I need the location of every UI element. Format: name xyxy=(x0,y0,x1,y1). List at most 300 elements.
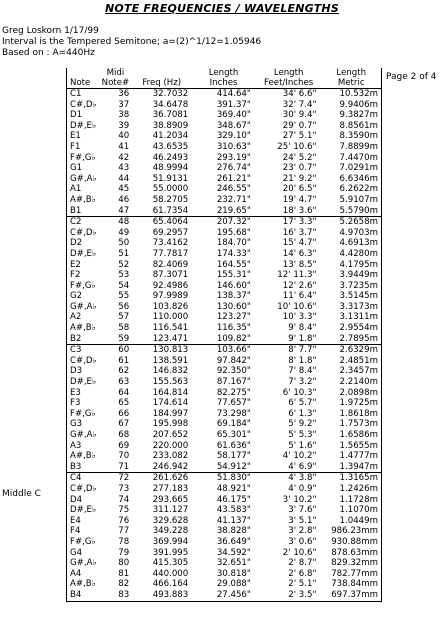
note-cell: E4 xyxy=(67,516,102,527)
note-cell: A3 xyxy=(67,441,102,452)
metric-cell: 4.9703m xyxy=(324,228,381,239)
header-feet-top: Length xyxy=(273,68,304,78)
feet-inches-cell: 6' 5.7" xyxy=(288,398,317,409)
table-row xyxy=(67,163,382,174)
table-row xyxy=(67,110,382,121)
inches-cell: 69.184" xyxy=(216,419,251,430)
note-cell: C#,D♭ xyxy=(67,100,102,111)
midi-cell: 50 xyxy=(118,238,130,249)
feet-inches-cell: 11' 6.4" xyxy=(282,291,317,302)
note-cell: F3 xyxy=(67,398,102,409)
frequency-table xyxy=(66,68,382,602)
inches-cell: 123.27" xyxy=(216,312,251,323)
feet-inches-cell: 34' 6.6" xyxy=(282,89,317,99)
table-row xyxy=(67,121,382,132)
note-cell: C1 xyxy=(67,89,102,100)
feet-inches-cell: 32' 7.4" xyxy=(282,99,317,110)
metric-cell: 1.5655m xyxy=(324,441,381,452)
header-freq-top xyxy=(135,68,196,78)
inches-cell: 29.088" xyxy=(216,579,251,590)
inches-cell: 36.649" xyxy=(216,536,251,547)
feet-inches-cell: 5' 1.6" xyxy=(288,440,317,451)
table-row xyxy=(67,334,382,345)
freq-cell: 116.541 xyxy=(152,323,189,334)
feet-inches-cell: 2' 6.8" xyxy=(288,568,317,579)
midi-cell: 44 xyxy=(118,173,130,184)
metric-cell: 986.23mm xyxy=(324,526,381,537)
freq-cell: 293.665 xyxy=(152,494,189,505)
metric-cell: 4.4280m xyxy=(324,249,381,260)
note-cell: D1 xyxy=(67,110,102,121)
table-row xyxy=(67,579,382,590)
metric-cell: 2.2140m xyxy=(324,377,381,388)
freq-cell: 440.000 xyxy=(152,568,189,579)
note-cell: G4 xyxy=(67,548,102,559)
feet-inches-cell: 23' 0.7" xyxy=(282,163,317,174)
midi-cell: 61 xyxy=(118,355,130,366)
feet-inches-cell: 21' 9.2" xyxy=(282,173,317,184)
midi-cell: 74 xyxy=(118,494,130,505)
header-row xyxy=(67,78,382,89)
inches-cell: 391.37" xyxy=(216,99,251,110)
midi-cell: 60 xyxy=(102,345,136,356)
freq-cell: 349.228 xyxy=(152,526,189,537)
table-row xyxy=(67,473,382,484)
table-row xyxy=(67,537,382,548)
header-inches: Inches xyxy=(196,78,261,89)
metric-cell: 1.0449m xyxy=(324,516,381,527)
inches-cell: 41.137" xyxy=(216,515,251,526)
table-row xyxy=(67,131,382,142)
midi-cell: 39 xyxy=(118,120,130,131)
note-cell: F#,G♭ xyxy=(67,537,102,548)
freq-cell: 220.000 xyxy=(152,440,189,451)
table-row xyxy=(67,548,382,559)
inches-cell: 82.275" xyxy=(216,387,251,398)
table-row xyxy=(67,184,382,195)
note-cell: C#,D♭ xyxy=(67,356,102,367)
metric-cell: 3.5145m xyxy=(324,291,381,302)
table-row xyxy=(67,195,382,206)
metric-cell: 2.3457m xyxy=(324,366,381,377)
midi-cell: 62 xyxy=(118,366,130,377)
note-cell: B3 xyxy=(67,462,102,473)
feet-inches-cell: 7' 3.2" xyxy=(288,377,317,388)
inches-cell: 246.55" xyxy=(216,184,251,195)
header-inches-top: Length xyxy=(208,68,239,78)
note-cell: D#,E♭ xyxy=(67,377,102,388)
metric-cell: 738.84mm xyxy=(324,579,381,590)
freq-cell: 58.2705 xyxy=(152,194,189,205)
midi-cell: 75 xyxy=(118,505,130,516)
note-cell: F#,G♭ xyxy=(67,409,102,420)
inches-cell: 43.583" xyxy=(216,505,251,516)
note-cell: D#,E♭ xyxy=(67,249,102,260)
freq-cell: 92.4986 xyxy=(152,280,189,291)
table-row xyxy=(67,430,382,441)
midi-cell: 81 xyxy=(118,568,130,579)
feet-inches-cell: 9' 1.8" xyxy=(288,333,317,344)
page-title: NOTE FREQUENCIES / WAVELENGTHS xyxy=(105,2,339,15)
note-cell: G2 xyxy=(67,291,102,302)
note-cell: G1 xyxy=(67,163,102,174)
note-cell: F#,G♭ xyxy=(67,281,102,292)
metric-cell: 697.37mm xyxy=(324,590,381,601)
midi-cell: 82 xyxy=(118,579,130,590)
freq-cell: 32.7032 xyxy=(152,89,189,99)
inches-cell: 138.37" xyxy=(216,291,251,302)
metric-cell: 1.7573m xyxy=(324,419,381,430)
feet-inches-cell: 4' 6.9" xyxy=(288,461,317,472)
table-row xyxy=(67,516,382,527)
freq-cell: 415.305 xyxy=(152,558,189,569)
freq-cell: 36.7081 xyxy=(152,110,189,121)
inches-cell: 58.177" xyxy=(216,451,251,462)
freq-cell: 233.082 xyxy=(152,451,189,462)
feet-inches-cell: 3' 7.6" xyxy=(288,505,317,516)
midi-cell: 65 xyxy=(118,398,130,409)
feet-inches-cell: 20' 6.5" xyxy=(282,184,317,195)
freq-cell: 41.2034 xyxy=(152,131,189,142)
feet-inches-cell: 10' 10.6" xyxy=(277,301,317,312)
freq-cell: 46.2493 xyxy=(152,152,189,163)
inches-cell: 27.456" xyxy=(196,590,261,601)
table-row xyxy=(67,228,382,239)
feet-inches-cell: 30' 9.4" xyxy=(282,110,317,121)
freq-cell: 466.164 xyxy=(152,579,189,590)
freq-cell: 97.9989 xyxy=(152,291,189,302)
midi-cell: 51 xyxy=(118,248,130,259)
feet-inches-cell: 12' 2.6" xyxy=(282,280,317,291)
midi-cell: 46 xyxy=(118,194,130,205)
feet-inches-cell: 4' 10.2" xyxy=(282,451,317,462)
note-cell: C#,D♭ xyxy=(67,484,102,495)
inches-cell: 87.167" xyxy=(216,377,251,388)
inches-cell: 164.55" xyxy=(216,259,251,270)
midi-cell: 70 xyxy=(118,451,130,462)
note-cell: G#,A♭ xyxy=(67,174,102,185)
feet-inches-cell: 24' 5.2" xyxy=(282,152,317,163)
table-row xyxy=(67,345,382,356)
note-cell: C2 xyxy=(67,217,102,228)
metric-cell: 2.9554m xyxy=(324,323,381,334)
table-row xyxy=(67,590,382,601)
feet-inches-cell: 2' 10.6" xyxy=(282,547,317,558)
inches-cell: 195.68" xyxy=(216,227,251,238)
metric-cell: 878.63mm xyxy=(324,548,381,559)
freq-cell: 195.998 xyxy=(152,419,189,430)
metric-cell: 3.1311m xyxy=(324,312,381,323)
inches-cell: 116.35" xyxy=(216,323,251,334)
metric-cell: 930.88mm xyxy=(324,537,381,548)
inches-cell: 54.912" xyxy=(216,461,251,472)
metric-cell: 5.2658m xyxy=(324,217,381,228)
feet-inches-cell: 2' 5.1" xyxy=(288,579,317,590)
feet-inches-cell: 3' 2.8" xyxy=(288,526,317,537)
inches-cell: 73.298" xyxy=(216,408,251,419)
freq-cell: 34.6478 xyxy=(152,99,189,110)
feet-inches-cell: 16' 3.7" xyxy=(282,227,317,238)
table-row xyxy=(67,419,382,430)
midi-cell: 80 xyxy=(118,558,130,569)
metric-cell: 8.8561m xyxy=(324,121,381,132)
note-cell: D#,E♭ xyxy=(67,121,102,132)
inches-cell: 369.40" xyxy=(216,110,251,121)
metric-cell: 2.4851m xyxy=(324,356,381,367)
metric-cell: 1.2426m xyxy=(324,484,381,495)
note-cell: A#,B♭ xyxy=(67,451,102,462)
metric-cell: 10.532m xyxy=(324,89,381,100)
metric-cell: 7.0291m xyxy=(324,163,381,174)
freq-cell: 261.626 xyxy=(135,473,196,484)
inches-cell: 109.82" xyxy=(216,333,251,344)
table-row xyxy=(67,238,382,249)
freq-cell: 65.4064 xyxy=(135,217,196,228)
feet-inches-cell: 13' 8.5" xyxy=(282,259,317,270)
freq-cell: 391.995 xyxy=(152,547,189,558)
note-cell: D2 xyxy=(67,238,102,249)
freq-cell: 82.4069 xyxy=(152,259,189,270)
freq-cell: 55.0000 xyxy=(152,184,189,195)
note-cell: D4 xyxy=(67,495,102,506)
midi-cell: 78 xyxy=(118,536,130,547)
note-cell: F1 xyxy=(67,142,102,153)
inches-cell: 207.32" xyxy=(196,217,261,228)
freq-cell: 77.7817 xyxy=(152,248,189,259)
metric-cell: 9.3827m xyxy=(324,110,381,121)
freq-cell: 73.4162 xyxy=(152,238,189,249)
inches-cell: 97.842" xyxy=(216,355,251,366)
midi-cell: 48 xyxy=(102,217,136,228)
metric-cell: 2.0898m xyxy=(324,388,381,399)
metric-cell: 6.2622m xyxy=(324,184,381,195)
inches-cell: 38.828" xyxy=(216,526,251,537)
midi-cell: 83 xyxy=(102,590,136,601)
feet-inches-cell: 27' 5.1" xyxy=(282,131,317,142)
inches-cell: 293.19" xyxy=(216,152,251,163)
feet-inches-cell: 6' 1.3" xyxy=(288,408,317,419)
table-row xyxy=(67,451,382,462)
note-cell: A4 xyxy=(67,569,102,580)
note-cell: A2 xyxy=(67,312,102,323)
midi-cell: 37 xyxy=(118,99,130,110)
header-note: Note xyxy=(67,78,102,89)
midi-cell: 55 xyxy=(118,291,130,302)
note-cell: G#,A♭ xyxy=(67,430,102,441)
middle-c-label: Middle C xyxy=(2,489,41,499)
metric-cell: 4.1795m xyxy=(324,260,381,271)
based-on-line: Based on : A=440Hz xyxy=(2,48,95,58)
metric-cell: 6.6346m xyxy=(324,174,381,185)
table-row xyxy=(67,153,382,164)
note-cell: G#,A♭ xyxy=(67,558,102,569)
table-row xyxy=(67,281,382,292)
inches-cell: 329.10" xyxy=(216,131,251,142)
feet-inches-cell: 4' 0.9" xyxy=(288,483,317,494)
inches-cell: 310.63" xyxy=(216,141,251,152)
metric-cell: 1.3165m xyxy=(324,473,381,484)
note-cell: D#,E♭ xyxy=(67,505,102,516)
metric-cell: 1.1728m xyxy=(324,495,381,506)
page-number: Page 2 of 4 xyxy=(386,72,437,82)
metric-cell: 5.9107m xyxy=(324,195,381,206)
note-cell: C4 xyxy=(67,473,102,484)
note-cell: A1 xyxy=(67,184,102,195)
midi-cell: 71 xyxy=(118,461,130,472)
midi-cell: 72 xyxy=(102,473,136,484)
freq-cell: 164.814 xyxy=(152,387,189,398)
feet-inches-cell: 8' 1.8" xyxy=(288,355,317,366)
metric-cell: 3.9449m xyxy=(324,270,381,281)
freq-cell: 146.832 xyxy=(152,366,189,377)
freq-cell: 311.127 xyxy=(152,505,189,516)
header-note-top xyxy=(67,68,102,78)
table-row xyxy=(67,398,382,409)
table-row xyxy=(67,569,382,580)
feet-inches-cell: 18' 3.6" xyxy=(282,205,317,216)
midi-cell: 38 xyxy=(118,110,130,121)
freq-cell: 48.9994 xyxy=(152,163,189,174)
freq-cell: 138.591 xyxy=(152,355,189,366)
metric-cell: 5.5790m xyxy=(324,206,381,217)
feet-inches-cell: 6' 10.3" xyxy=(282,387,317,398)
table-row xyxy=(67,441,382,452)
feet-inches-cell: 17' 3.3" xyxy=(261,217,325,228)
feet-inches-cell: 12' 11.3" xyxy=(277,270,317,281)
table-row xyxy=(67,100,382,111)
metric-cell: 782.77mm xyxy=(324,569,381,580)
freq-cell: 38.8909 xyxy=(152,120,189,131)
inches-cell: 48.921" xyxy=(216,483,251,494)
inches-cell: 232.71" xyxy=(216,194,251,205)
midi-cell: 47 xyxy=(118,205,130,216)
feet-inches-cell: 5' 5.3" xyxy=(288,430,317,440)
feet-inches-cell: 10' 3.3" xyxy=(282,312,317,323)
metric-cell: 3.7235m xyxy=(324,281,381,292)
midi-cell: 63 xyxy=(118,377,130,388)
inches-cell: 174.33" xyxy=(216,248,251,259)
midi-cell: 77 xyxy=(118,526,130,537)
table-row xyxy=(67,526,382,537)
inches-cell: 146.60" xyxy=(216,280,251,291)
note-cell: A#,B♭ xyxy=(67,195,102,206)
metric-cell: 1.9725m xyxy=(324,398,381,409)
table-row xyxy=(67,484,382,495)
metric-cell: 3.3173m xyxy=(324,302,381,313)
freq-cell: 43.6535 xyxy=(152,141,189,152)
note-cell: A#,B♭ xyxy=(67,579,102,590)
midi-cell: 68 xyxy=(118,430,130,440)
metric-cell: 1.8618m xyxy=(324,409,381,420)
header-freq: Freq (Hz) xyxy=(135,78,196,89)
freq-cell: 493.883 xyxy=(135,590,196,601)
freq-cell: 155.563 xyxy=(152,377,189,388)
feet-inches-cell: 14' 6.3" xyxy=(282,248,317,259)
table-row xyxy=(67,312,382,323)
header-metric-top: Length xyxy=(324,68,381,78)
table-row xyxy=(67,249,382,260)
midi-cell: 67 xyxy=(118,419,130,430)
midi-cell: 42 xyxy=(118,152,130,163)
inches-cell: 348.67" xyxy=(216,120,251,131)
freq-cell: 369.994 xyxy=(152,536,189,547)
note-cell: B2 xyxy=(67,334,102,345)
midi-cell: 69 xyxy=(118,440,130,451)
feet-inches-cell: 9' 8.4" xyxy=(288,323,317,334)
midi-cell: 43 xyxy=(118,163,130,174)
table-row xyxy=(67,206,382,217)
table-row xyxy=(67,89,382,100)
midi-cell: 79 xyxy=(118,547,130,558)
table-row xyxy=(67,505,382,516)
table-row xyxy=(67,388,382,399)
feet-inches-cell: 2' 3.5" xyxy=(261,590,325,601)
feet-inches-cell: 25' 10.6" xyxy=(277,141,317,152)
table-row xyxy=(67,174,382,185)
inches-cell: 30.818" xyxy=(216,568,251,579)
freq-cell: 329.628 xyxy=(152,515,189,526)
midi-cell: 56 xyxy=(118,301,130,312)
header-feet-inches: Feet/Inches xyxy=(261,78,325,89)
inches-cell: 261.21" xyxy=(216,173,251,184)
note-cell: F2 xyxy=(67,270,102,281)
header-midi: Note# xyxy=(102,78,136,89)
freq-cell: 207.652 xyxy=(152,430,189,440)
inches-cell: 92.350" xyxy=(216,366,251,377)
table-row xyxy=(67,462,382,473)
inches-cell: 77.657" xyxy=(216,398,251,409)
header-metric: Metric xyxy=(324,78,381,89)
table-row xyxy=(67,356,382,367)
freq-cell: 87.3071 xyxy=(152,270,189,281)
table-row xyxy=(67,291,382,302)
note-cell: G3 xyxy=(67,419,102,430)
freq-cell: 103.826 xyxy=(152,301,189,312)
header-midi-top: Midi xyxy=(106,68,125,78)
freq-cell: 277.183 xyxy=(152,483,189,494)
midi-cell: 59 xyxy=(118,333,130,344)
table-row xyxy=(67,217,382,228)
feet-inches-cell: 2' 8.7" xyxy=(288,558,317,569)
note-cell: D3 xyxy=(67,366,102,377)
freq-cell: 51.9131 xyxy=(152,173,189,184)
freq-cell: 246.942 xyxy=(152,461,189,472)
freq-cell: 123.471 xyxy=(152,333,189,344)
metric-cell: 1.1070m xyxy=(324,505,381,516)
table-row xyxy=(67,323,382,334)
midi-cell: 36 xyxy=(118,89,130,99)
author-line: Greg Loskorn 1/17/99 xyxy=(2,26,99,36)
inches-cell: 103.66" xyxy=(196,345,261,356)
note-cell: E1 xyxy=(67,131,102,142)
table-row xyxy=(67,377,382,388)
metric-cell: 4.6913m xyxy=(324,238,381,249)
feet-inches-cell: 5' 9.2" xyxy=(288,419,317,430)
midi-cell: 66 xyxy=(118,408,130,419)
note-cell: B1 xyxy=(67,206,102,217)
inches-cell: 51.830" xyxy=(196,473,261,484)
note-cell: F4 xyxy=(67,526,102,537)
inches-cell: 65.301" xyxy=(216,430,251,440)
feet-inches-cell: 3' 5.1" xyxy=(288,515,317,526)
feet-inches-cell: 15' 4.7" xyxy=(282,238,317,249)
feet-inches-cell: 3' 10.2" xyxy=(282,494,317,505)
metric-cell: 9.9406m xyxy=(324,100,381,111)
midi-cell: 41 xyxy=(118,141,130,152)
metric-cell: 8.3590m xyxy=(324,131,381,142)
freq-cell: 174.614 xyxy=(152,398,189,409)
metric-cell: 2.7895m xyxy=(324,334,381,345)
